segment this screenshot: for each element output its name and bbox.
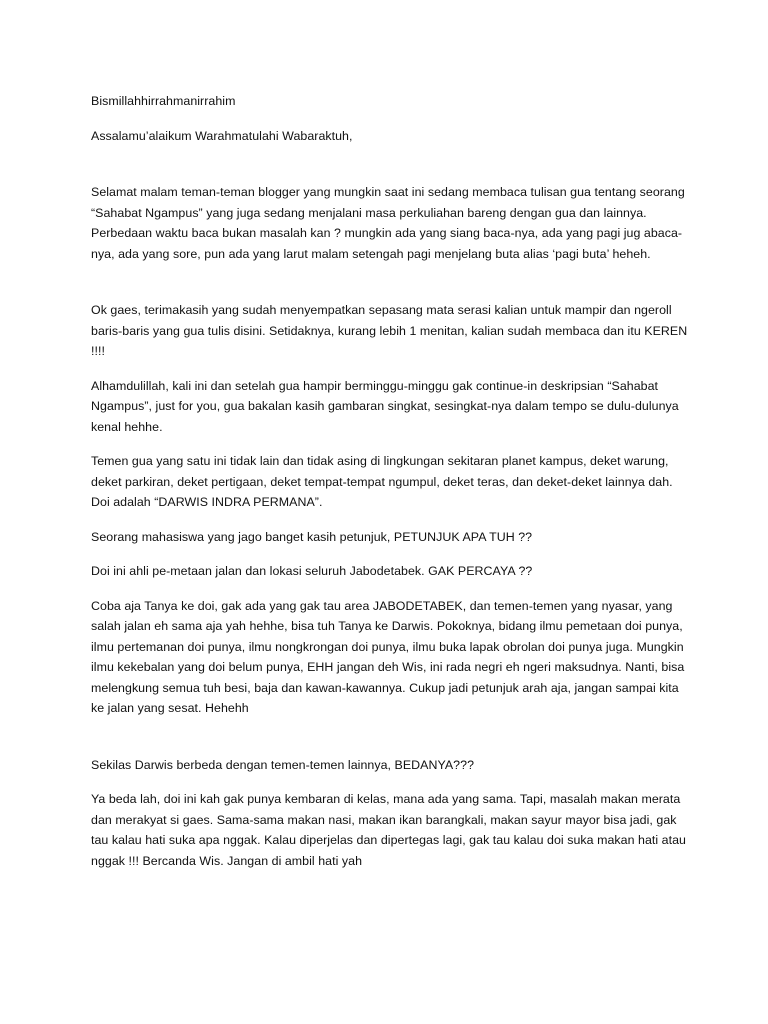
paragraph-ahli: Doi ini ahli pe-metaan jalan dan lokasi seluruh Jabodetabek. GAK PERCAYA ?? — [91, 564, 533, 578]
paragraph-intro: Selamat malam teman-teman blogger yang mungkin saat ini sedang membaca tulisan gua tentang seorang “Sahabat Ngampus” yang juga sedang menjalani masa perkuliahan bareng dengan gua dan lainnya. Perbedaan waktu baca bukan masalah kan ? mungkin ada yang siang baca-nya, ada yang pagi jug abaca-nya, ada yang sore, pun ada yang larut malam setengah pagi menjelang buta alias ‘pagi buta’ heheh. — [91, 185, 685, 261]
paragraph-beda: Ya beda lah, doi ini kah gak punya kembaran di kelas, mana ada yang sama. Tapi, masalah makan merata dan merakyat si gaes. Sama-sama makan nasi, makan ikan barangkali, makan sayur mayor bisa jadi, gak tau kalau hati suka apa nggak. Kalau diperjelas dan dipertegas lagi, gak tau kalau doi suka makan hati atau nggak !!! Bercanda Wis. Jangan di ambil hati yah — [91, 792, 686, 868]
paragraph-temen: Temen gua yang satu ini tidak lain dan tidak asing di lingkungan sekitaran planet kampus, deket warung, deket parkiran, deket pertigaan, deket tempat-tempat ngumpul, deket teras, dan deket-deket lainnya dah. Doi adalah “DARWIS INDRA PERMANA”. — [91, 454, 673, 509]
paragraph-alhamdulillah: Alhamdulillah, kali ini dan setelah gua hampir berminggu-minggu gak continue-in deskripsian “Sahabat Ngampus”, just for you, gua bakalan kasih gambaran singkat, sesingkat-nya dalam tempo se dulu-dulunya kenal hehhe. — [91, 378, 679, 434]
document-body — [91, 91, 691, 885]
paragraph-mahasiswa: Seorang mahasiswa yang jago banget kasih petunjuk, PETUNJUK APA TUH ?? — [91, 529, 533, 544]
paragraph-sekilas: Sekilas Darwis berbeda dengan temen-temen lainnya, BEDANYA??? — [91, 757, 475, 772]
paragraph-thanks: Ok gaes, terimakasih yang sudah menyempatkan sepasang mata serasi kalian untuk mampir dan ngeroll baris-baris yang gua tulis disini. Setidaknya, kurang lebih 1 menitan, kalian sudah membaca dan itu KEREN !!!! — [91, 303, 688, 358]
opening-bismillah: Bismillahhirrahmanirrahim — [91, 94, 236, 108]
greeting: Assalamu’alaikum Warahmatulahi Wabaraktuh, — [91, 128, 353, 143]
paragraph-coba: Coba aja Tanya ke doi, gak ada yang gak tau area JABODETABEK, dan temen-temen yang nyasar, yang salah jalan eh sama aja yah hehhe, bisa tuh Tanya ke Darwis. Pokoknya, bidang ilmu pemetaan doi punya, ilmu pertemanan doi punya, ilmu nongkrongan doi punya, ilmu buka lapak obrolan doi punya juga. Mungkin ilmu kekebalan yang doi belum punya, EHH jangan deh Wis, ini rada negri eh ngeri maksudnya. Nanti, bisa melengkung semua tuh besi, baja dan kawan-kawannya. Cukup jadi petunjuk arah aja, jangan sampai kita ke jalan yang sesat. Hehehh — [91, 598, 685, 715]
